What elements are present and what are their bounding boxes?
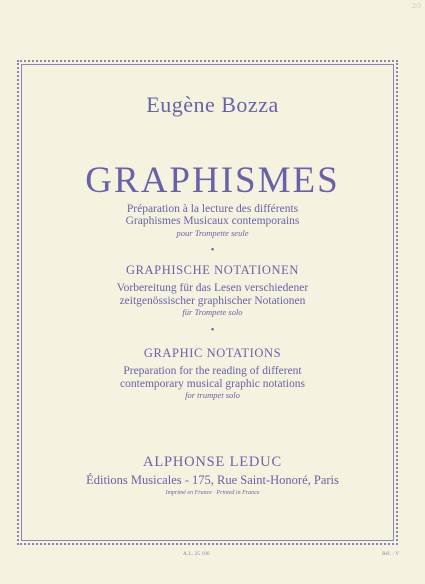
english-instrument: for trumpet solo xyxy=(185,390,240,400)
german-subtitle-line-2: zeitgenössischer graphischer Notationen xyxy=(119,295,306,307)
french-subtitle-line-1: Préparation à la lecture des différents xyxy=(126,203,299,215)
english-subtitle-line-1: Preparation for the reading of different xyxy=(123,365,302,377)
composer-name: Eugène Bozza xyxy=(146,92,279,117)
publisher-name: ALPHONSE LEDUC xyxy=(143,454,282,470)
printed-in-france: Imprimé en France · Printed in France xyxy=(165,490,260,496)
english-heading: GRAPHIC NOTATIONS xyxy=(143,346,282,360)
main-title: GRAPHISMES xyxy=(85,160,340,201)
section-bullet-2: • xyxy=(210,324,215,336)
footer-right-code: Rél. : V xyxy=(382,551,400,557)
french-subtitle-line-2: Graphismes Musicaux contemporains xyxy=(125,215,300,227)
german-heading: GRAPHISCHE NOTATIONEN xyxy=(125,263,300,277)
german-subtitle-line-1: Vorbereitung für das Lesen verschiedener xyxy=(116,282,309,294)
german-instrument: für Trompete solo xyxy=(182,307,243,317)
publisher-address: Éditions Musicales - 175, Rue Saint-Honoré, Paris xyxy=(86,473,339,487)
french-instrument: pour Trompette seule xyxy=(176,228,249,238)
english-subtitle-line-2: contemporary musical graphic notations xyxy=(120,378,305,390)
catalog-number: A.L. 25 186 xyxy=(183,551,210,557)
section-bullet-1: • xyxy=(210,244,215,256)
corner-handwritten-note: 2/3 xyxy=(412,2,421,10)
